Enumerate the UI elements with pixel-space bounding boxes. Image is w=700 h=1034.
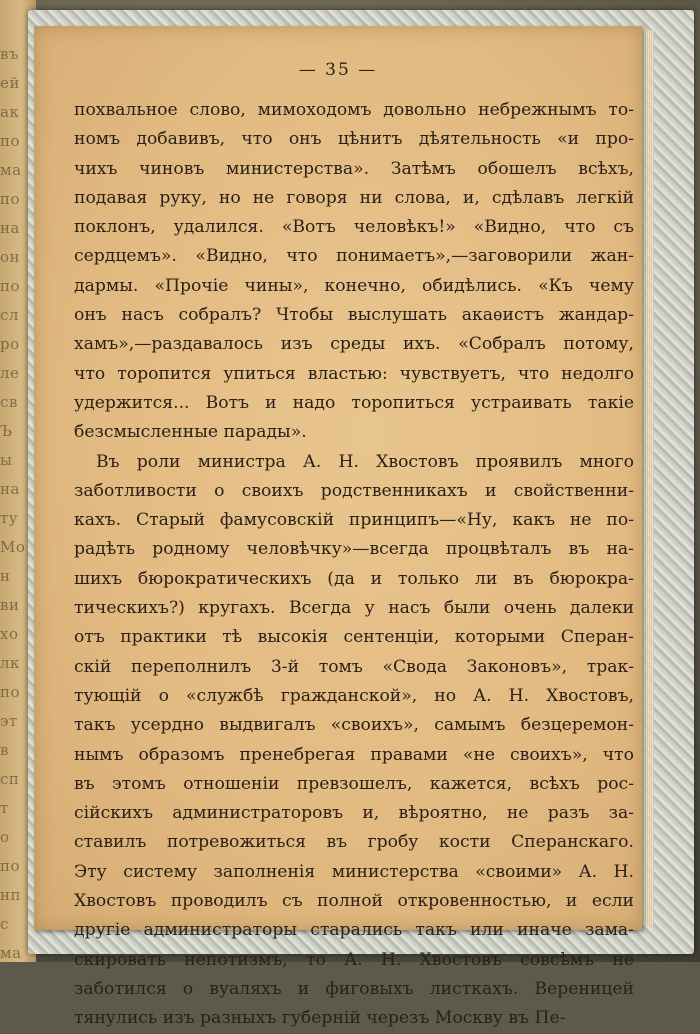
facing-page-fragment: ы — [0, 451, 13, 469]
text-line: другіе администраторы старались такъ или иначе зама- — [74, 920, 634, 941]
facing-page-fragment: ак — [0, 103, 20, 121]
text-line: заботился о вуаляхъ и фиговыхъ листкахъ. Вереницей — [74, 978, 634, 999]
text-line: нымъ образомъ пренебрегая правами «не своихъ», что — [74, 744, 634, 765]
facing-page-fragment: на — [0, 480, 20, 498]
page-stack-edge — [640, 30, 654, 926]
page-number: — 35 — — [298, 60, 378, 80]
text-line: тическихъ?) кругахъ. Всегда у насъ были очень далеки — [74, 598, 634, 619]
facing-page-fragment: сп — [0, 770, 20, 788]
text-line: ставилъ потревожиться въ гробу кости Сперанскаго. — [74, 832, 634, 853]
facing-page-fragment: Ъ — [0, 422, 13, 440]
text-line: сійскихъ администраторовъ и, вѣроятно, не разъ за- — [74, 803, 634, 824]
facing-page-fragment: с — [0, 915, 9, 933]
facing-page-fragment: ро — [0, 335, 20, 353]
text-line: что торопится упиться властью: чувствуетъ, что недолго — [74, 363, 634, 384]
facing-page-fragment: эт — [0, 712, 18, 730]
facing-page-fragment: сл — [0, 306, 19, 324]
text-line: подавая руку, но не говоря ни слова, и, сдѣлавъ легкій — [74, 187, 634, 208]
facing-page-fragment: по — [0, 683, 21, 701]
text-line: кахъ. Старый фамусовскій принципъ—«Ну, какъ не по- — [74, 510, 634, 531]
text-line: въ этомъ отношеніи превзошелъ, кажется, всѣхъ рос- — [74, 773, 634, 794]
text-line: чихъ чиновъ министерства». Затѣмъ обошелъ всѣхъ, — [74, 158, 634, 179]
text-line: номъ добавивъ, что онъ цѣнитъ дѣятельность «и про- — [74, 129, 634, 150]
facing-page-fragment: по — [0, 132, 21, 150]
facing-page-fragment: Мо — [0, 538, 26, 556]
text-line: тянулись изъ разныхъ губерній черезъ Москву въ Пе- — [74, 1008, 566, 1029]
facing-page-fragment: ле — [0, 364, 20, 382]
facing-page-fragment: нп — [0, 886, 21, 904]
text-line: радѣть родному человѣчку»—всегда процвѣталъ въ на- — [74, 539, 634, 560]
text-line: отъ практики тѣ высокія сентенціи, которыми Сперан- — [74, 627, 634, 648]
facing-page-fragment: на — [0, 219, 20, 237]
text-line: Эту систему заполненія министерства «своими» А. Н. — [74, 861, 634, 882]
text-line: похвальное слово, мимоходомъ довольно небрежнымъ то- — [74, 100, 634, 120]
text-line: тующій о «службѣ гражданской», но А. Н. Хвостовъ, — [74, 685, 634, 706]
facing-page-fragment: ма — [0, 944, 22, 962]
facing-page-fragment: н — [0, 567, 11, 585]
facing-page-text — [0, 40, 30, 962]
facing-page-fragment: ма — [0, 161, 22, 179]
facing-page-fragment: он — [0, 248, 21, 266]
facing-page-fragment: лк — [0, 654, 20, 672]
text-line: удержится... Вотъ и надо торопиться устраивать такіе — [74, 392, 634, 413]
text-line: онъ насъ собралъ? Чтобы выслушать акаѳистъ жандар- — [74, 305, 634, 326]
facing-page-fragment: въ — [0, 45, 19, 63]
facing-page-fragment: ту — [0, 509, 19, 527]
text-line: шихъ бюрократическихъ (да и только ли въ бюрокра- — [74, 568, 634, 589]
facing-page-fragment: по — [0, 190, 21, 208]
facing-page-fragment: св — [0, 393, 18, 411]
text-line: Въ роли министра А. Н. Хвостовъ проявилъ много — [96, 451, 634, 472]
page-text-body — [74, 96, 634, 1034]
text-line: скировать непотизмъ, то А. Н. Хвостовъ совсѣмъ не — [74, 949, 634, 970]
facing-page-fragment: по — [0, 277, 21, 295]
facing-page-fragment: о — [0, 828, 10, 846]
book-page — [34, 26, 642, 1029]
facing-page-fragment: ви — [0, 596, 20, 614]
text-line: поклонъ, удалился. «Вотъ человѣкъ!» «Видно, что съ — [74, 217, 634, 238]
text-line: безсмысленные парады». — [74, 422, 307, 443]
text-line: заботливости о своихъ родственникахъ и свойственни- — [74, 480, 634, 501]
facing-page-fragment: по — [0, 857, 21, 875]
text-line: дармы. «Прочіе чины», конечно, обидѣлись. «Къ чему — [74, 275, 634, 296]
text-line: такъ усердно выдвигалъ «своихъ», самымъ безцеремон- — [74, 715, 634, 736]
text-line: хамъ»,—раздавалось изъ среды ихъ. «Собралъ потому, — [74, 334, 634, 355]
facing-page-fragment: т — [0, 799, 9, 817]
text-line: Хвостовъ проводилъ съ полной откровенностью, и если — [74, 891, 634, 912]
facing-page-fragment: ей — [0, 74, 20, 92]
text-line: сердцемъ». «Видно, что понимаетъ»,—заговорили жан- — [74, 246, 634, 267]
facing-page-fragment: хо — [0, 625, 19, 643]
text-line: скій переполнилъ 3-й томъ «Свода Законовъ», трак- — [74, 656, 634, 677]
facing-page-fragment: в — [0, 741, 9, 759]
